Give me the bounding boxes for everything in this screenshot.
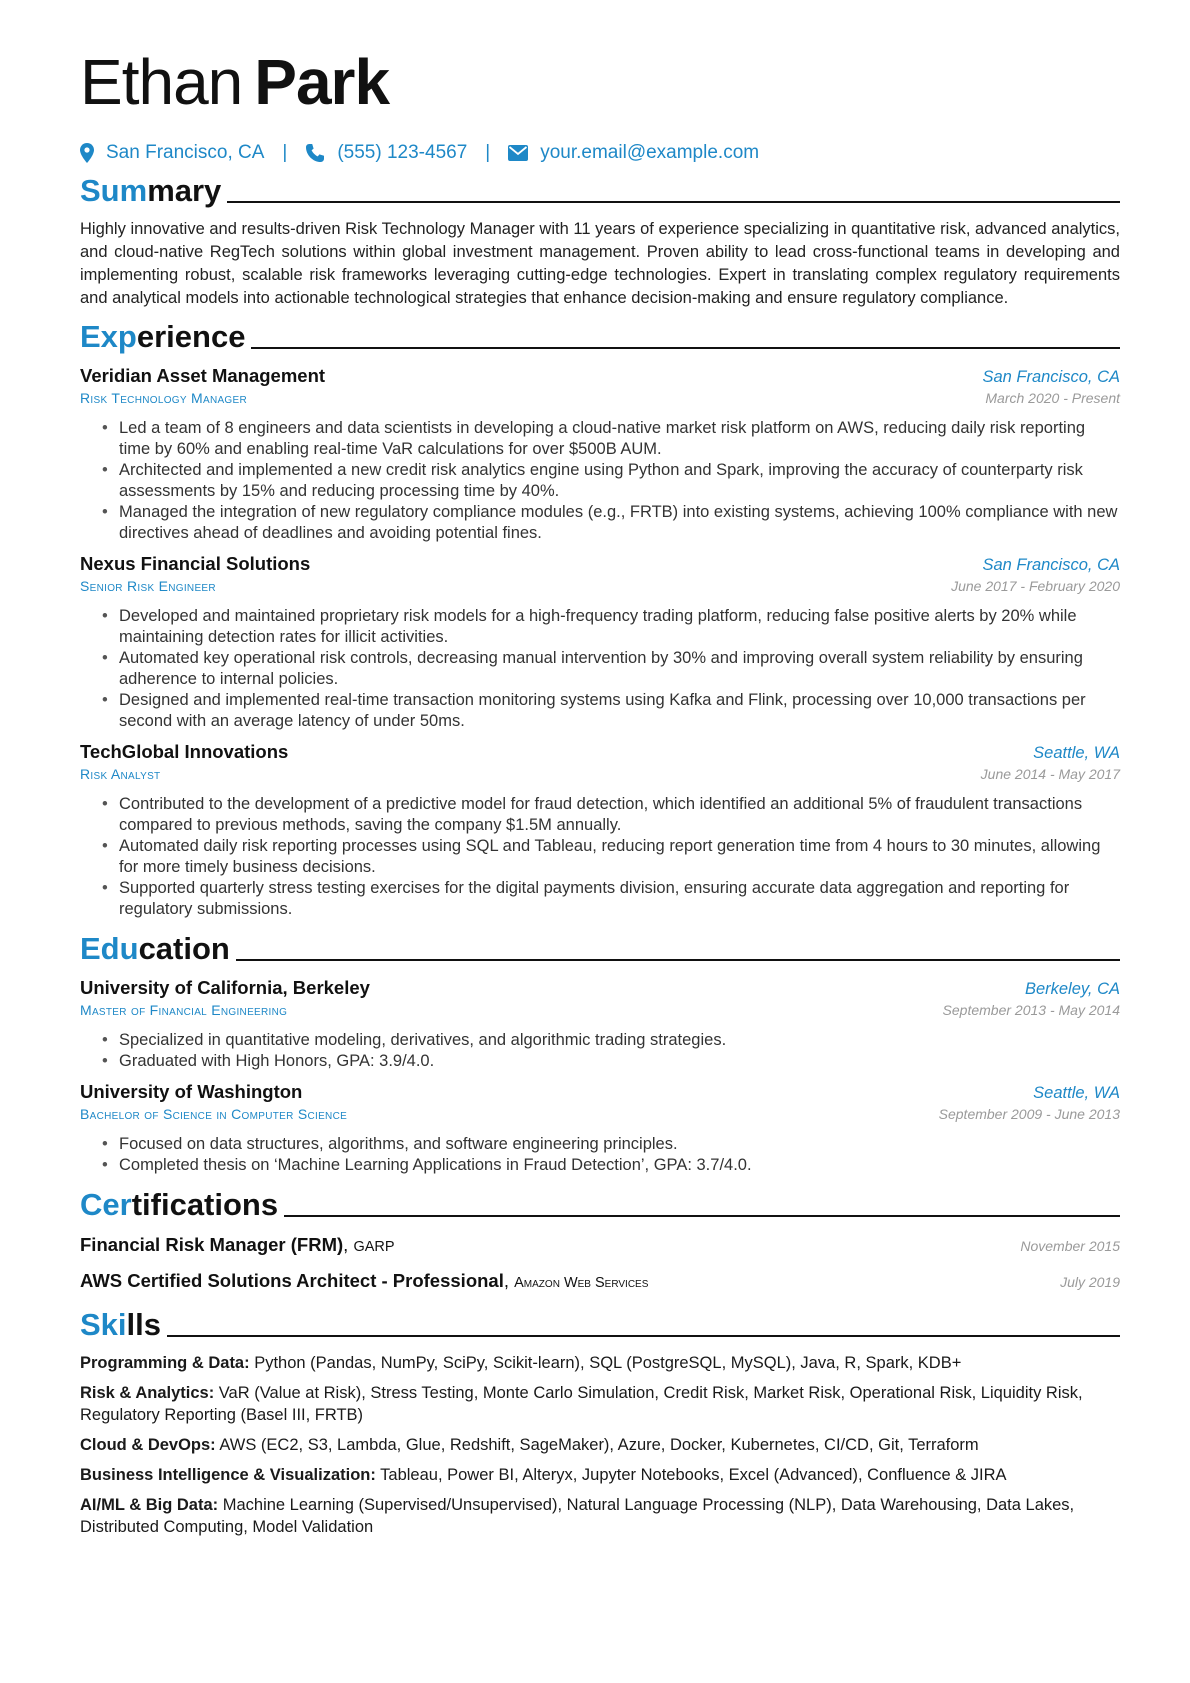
degree-name: Bachelor of Science in Computer Science xyxy=(80,1106,348,1122)
certification-issuer: Amazon Web Services xyxy=(514,1275,649,1291)
list-item: • Managed the integration of new regulatory compliance modules (e.g., FRTB) into existing systems, achieving 100% compliance with new directives ahead of deadlines and avoiding potential fines. xyxy=(80,502,1120,544)
last-name: Park xyxy=(254,46,390,118)
entry-location: Berkeley, CA xyxy=(1024,980,1120,998)
section-title-education: Education xyxy=(80,931,230,966)
list-item: • Designed and implemented real-time transaction monitoring systems using Kafka and Flink, processing over 10,000 transactions per second with an average latency of under 50ms. xyxy=(80,690,1120,732)
skill-values: Tableau, Power BI, Alteryx, Jupyter Notebooks, Excel (Advanced), Confluence & JIRA xyxy=(380,1466,1007,1484)
certification-name: Financial Risk Manager (FRM) xyxy=(80,1234,344,1255)
employer-name: Nexus Financial Solutions xyxy=(80,553,311,574)
entry-dates: March 2020 - Present xyxy=(985,390,1120,406)
school-name: University of Washington xyxy=(80,1081,303,1102)
certifications-section-header xyxy=(80,1186,1120,1224)
certification-date: July 2019 xyxy=(1060,1274,1120,1290)
skill-category: Cloud & DevOps: xyxy=(80,1436,216,1454)
summary-text: Highly innovative and results-driven Risk Technology Manager with 11 years of experience specializing in quantitative risk, advanced analytics, and cloud-native RegTech solutions within global investment management. Proven ability to lead cross-functional teams in developing and implementing robust, scalable risk frameworks leveraging cutting-edge technologies. Expert in translating complex regulatory requirements and analytical models into actionable technological strategies that enhance decision-making and ensure regulatory compliance. xyxy=(80,220,1120,307)
section-title-summary: Summary xyxy=(80,173,222,208)
entry-dates: June 2014 - May 2017 xyxy=(980,766,1120,782)
contact-email[interactable] xyxy=(508,142,759,164)
map-marker-icon xyxy=(80,143,94,163)
experience-entry xyxy=(80,364,1120,544)
list-item: • Graduated with High Honors, GPA: 3.9/4.0. xyxy=(80,1051,1120,1072)
section-title-certifications: Certifications xyxy=(80,1187,279,1222)
list-item: • Supported quarterly stress testing exercises for the digital payments division, ensuring accurate data aggregation and reporting for regulatory submissions. xyxy=(80,878,1120,920)
certification-item: Financial Risk Manager (FRM), GARP November 2015 xyxy=(80,1232,1120,1260)
contact-location xyxy=(80,142,264,164)
list-item: • Automated daily risk reporting processes using SQL and Tableau, reducing report generation time from 4 hours to 30 minutes, allowing for more timely business decisions. xyxy=(80,836,1120,878)
education-detail-list xyxy=(80,1134,1120,1176)
entry-dates: September 2013 - May 2014 xyxy=(942,1002,1120,1018)
candidate-name xyxy=(80,44,1120,120)
email-text: your.email@example.com xyxy=(540,142,760,163)
entry-location: San Francisco, CA xyxy=(982,556,1120,574)
skill-row xyxy=(80,1352,1120,1374)
achievement-list xyxy=(80,606,1120,732)
skill-category: AI/ML & Big Data: xyxy=(80,1496,219,1514)
location-text: San Francisco, CA xyxy=(106,142,265,163)
job-title: Senior Risk Engineer xyxy=(80,578,216,594)
skill-category: Business Intelligence & Visualization: xyxy=(80,1466,376,1484)
certification-item: AWS Certified Solutions Architect - Professional, Amazon Web Services July 2019 xyxy=(80,1268,1120,1296)
section-title-experience: Experience xyxy=(80,319,246,354)
phone-icon xyxy=(305,143,325,163)
skill-category: Programming & Data: xyxy=(80,1354,250,1372)
envelope-icon xyxy=(508,145,528,161)
contact-separator: | xyxy=(485,142,491,163)
job-title: Risk Technology Manager xyxy=(80,390,248,406)
entry-location: San Francisco, CA xyxy=(982,368,1120,386)
skill-values: VaR (Value at Risk), Stress Testing, Monte Carlo Simulation, Credit Risk, Market Risk, Operational Risk, Liquidity Risk, Regulatory Reporting (Basel III, FRTB) xyxy=(80,1384,1083,1424)
skill-values: AWS (EC2, S3, Lambda, Glue, Redshift, SageMaker), Azure, Docker, Kubernetes, CI/CD, Git, Terraform xyxy=(219,1436,979,1454)
education-section-header xyxy=(80,930,1120,968)
certification-name: AWS Certified Solutions Architect - Professional xyxy=(80,1270,504,1291)
contact-phone[interactable] xyxy=(305,142,467,164)
entry-location: Seattle, WA xyxy=(1033,1084,1120,1102)
experience-entry xyxy=(80,552,1120,732)
list-item: • Architected and implemented a new credit risk analytics engine using Python and Spark, improving the accuracy of counterparty risk assessments by 15% and reducing processing time by 40%. xyxy=(80,460,1120,502)
section-divider xyxy=(236,959,1120,961)
school-name: University of California, Berkeley xyxy=(80,977,370,998)
section-divider xyxy=(251,347,1120,349)
contact-separator: | xyxy=(282,142,288,163)
list-item: • Contributed to the development of a predictive model for fraud detection, which identified an additional 5% of fraudulent transactions compared to previous methods, saving the company $1.5M annually. xyxy=(80,794,1120,836)
list-item: • Automated key operational risk controls, decreasing manual intervention by 30% and improving overall system reliability by ensuring adherence to internal policies. xyxy=(80,648,1120,690)
job-title: Risk Analyst xyxy=(80,766,161,782)
skill-row xyxy=(80,1464,1120,1486)
section-divider xyxy=(284,1215,1120,1217)
entry-dates: June 2017 - February 2020 xyxy=(951,578,1120,594)
section-divider xyxy=(227,201,1120,203)
summary-section-header xyxy=(80,172,1120,210)
certification-date: November 2015 xyxy=(1020,1238,1120,1254)
skills-section-header xyxy=(80,1306,1120,1344)
list-item: • Specialized in quantitative modeling, derivatives, and algorithmic trading strategies. xyxy=(80,1030,1120,1051)
certification-issuer: GARP xyxy=(353,1239,395,1255)
skill-row xyxy=(80,1434,1120,1456)
skill-row xyxy=(80,1494,1120,1538)
skill-category: Risk & Analytics: xyxy=(80,1384,215,1402)
experience-section-header xyxy=(80,318,1120,356)
first-name: Ethan xyxy=(80,46,243,118)
entry-location: Seattle, WA xyxy=(1033,744,1120,762)
list-item: • Completed thesis on ‘Machine Learning Applications in Fraud Detection’, GPA: 3.7/4.0. xyxy=(80,1155,1120,1176)
skill-values: Machine Learning (Supervised/Unsupervised), Natural Language Processing (NLP), Data Warehousing, Data Lakes, Distributed Computing, Model Validation xyxy=(80,1496,1075,1536)
phone-text: (555) 123-4567 xyxy=(337,142,468,163)
section-title-skills: Skills xyxy=(80,1307,161,1342)
list-item: • Developed and maintained proprietary risk models for a high-frequency trading platform, reducing false positive alerts by 20% while maintaining detection rates for illicit activities. xyxy=(80,606,1120,648)
skill-values: Python (Pandas, NumPy, SciPy, Scikit-learn), SQL (PostgreSQL, MySQL), Java, R, Spark, KDB+ xyxy=(254,1354,962,1372)
entry-dates: September 2009 - June 2013 xyxy=(938,1106,1120,1122)
education-detail-list xyxy=(80,1030,1120,1072)
achievement-list xyxy=(80,794,1120,920)
achievement-list xyxy=(80,418,1120,544)
resume-content xyxy=(80,44,1120,1538)
skill-row xyxy=(80,1382,1120,1426)
education-entry xyxy=(80,1080,1120,1176)
list-item: • Led a team of 8 engineers and data scientists in developing a cloud-native market risk platform on AWS, reducing daily risk reporting time by 60% and enabling real-time VaR calculations for over $500B AUM. xyxy=(80,418,1120,460)
experience-entry xyxy=(80,740,1120,920)
education-entry xyxy=(80,976,1120,1072)
section-divider xyxy=(167,1335,1120,1337)
employer-name: Veridian Asset Management xyxy=(80,365,326,386)
employer-name: TechGlobal Innovations xyxy=(80,741,289,762)
list-item: • Focused on data structures, algorithms, and software engineering principles. xyxy=(80,1134,1120,1155)
contact-bar xyxy=(80,138,1120,168)
degree-name: Master of Financial Engineering xyxy=(80,1002,288,1018)
